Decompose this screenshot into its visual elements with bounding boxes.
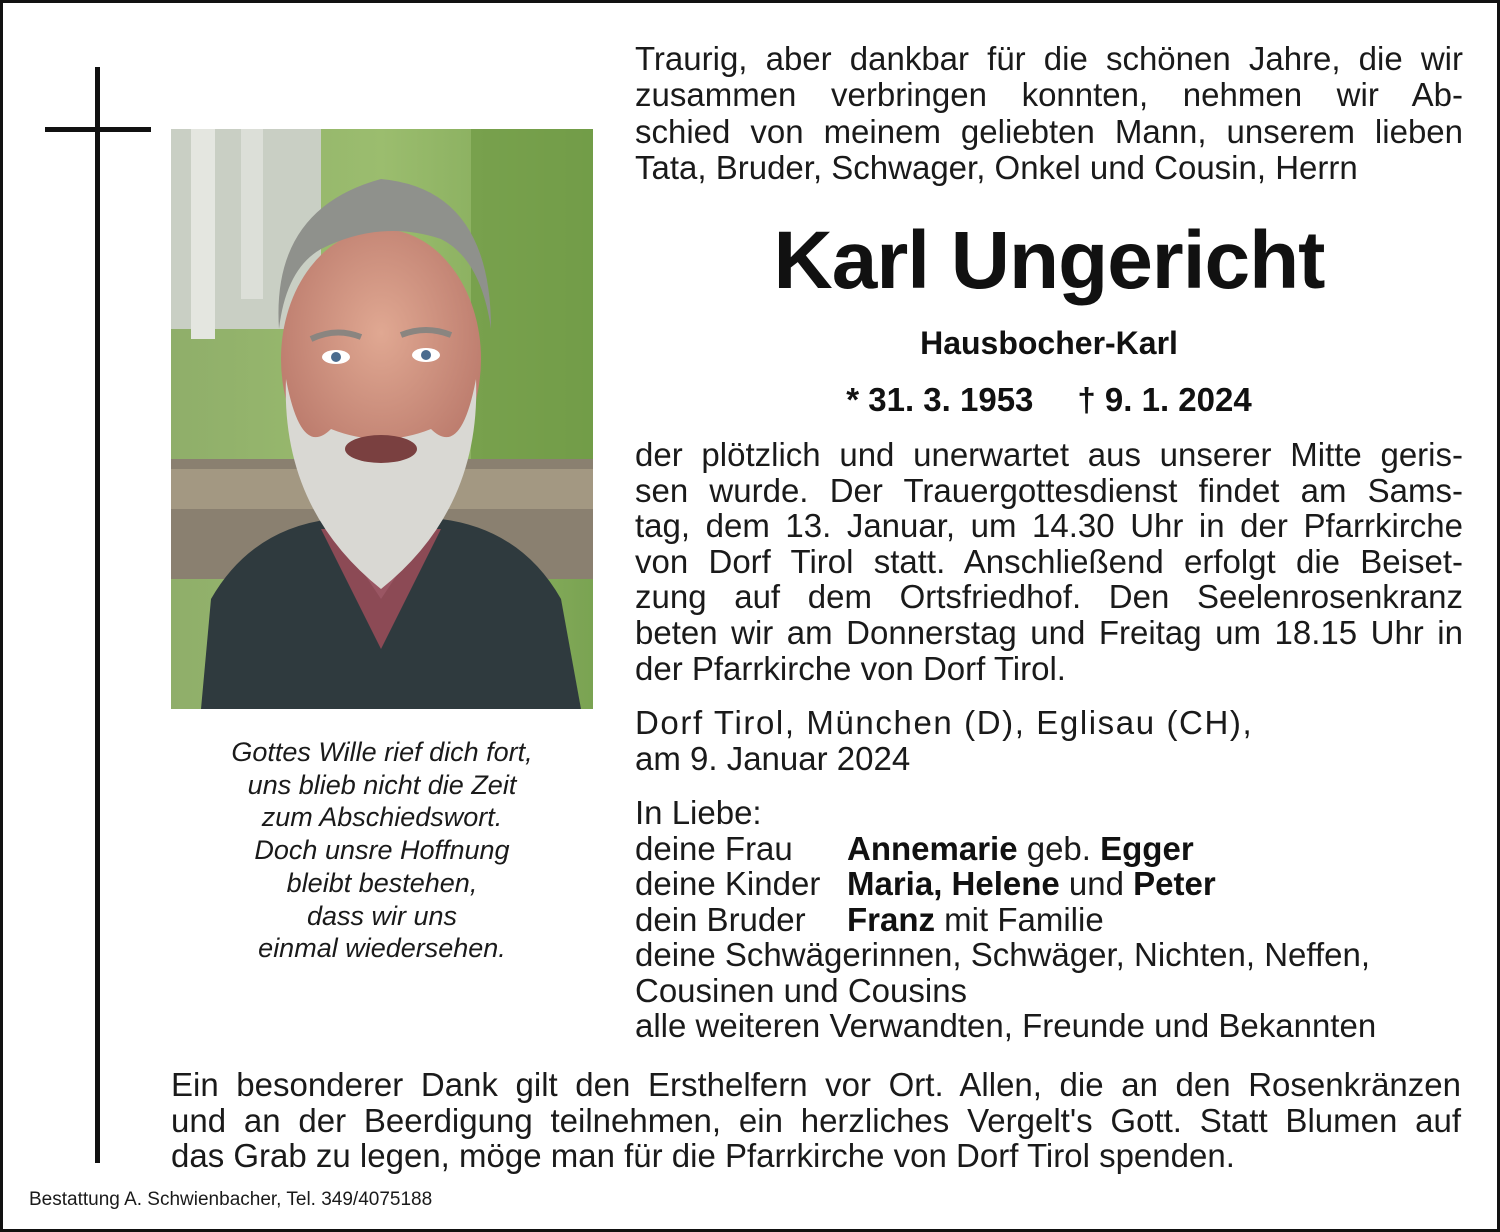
relative-name: Peter — [1133, 865, 1216, 902]
poem-line: bleibt bestehen, — [286, 867, 478, 898]
intro-line: zusammen verbringen konnten, nehmen wir Ab- — [635, 76, 1463, 114]
poem-line: Doch unsre Hoffnung — [254, 835, 510, 866]
role-label: dein Bruder — [635, 900, 806, 938]
family-row-wife — [635, 831, 1475, 867]
body-line: der Pfarrkirche von Dorf Tirol. — [635, 649, 1066, 687]
body-line: von Dorf Tirol statt. Anschließend erfolgt die Beiset- — [635, 542, 1463, 580]
family-list — [635, 795, 1475, 1044]
funeral-home-footer: Bestattung A. Schwienbacher, Tel. 349/4075188 — [29, 1189, 433, 1210]
cross-horizontal-bar — [45, 127, 151, 132]
connector: mit Familie — [935, 900, 1104, 938]
relative-name: Franz — [847, 900, 936, 938]
connector: und — [1059, 865, 1134, 902]
family-row-inlaws: deine Schwägerinnen, Schwäger, Nichten, Neffen, — [635, 936, 1371, 973]
family-row-others: alle weiteren Verwandten, Freunde und Bekannten — [635, 1007, 1377, 1044]
poem-line: dass wir uns — [306, 900, 458, 931]
death-date: † 9. 1. 2024 — [1077, 381, 1252, 418]
poem-line: Gottes Wille rief dich fort, — [231, 737, 533, 767]
intro-line: schied von meinem geliebten Mann, unserem lieben — [635, 112, 1463, 150]
role-label: deine Frau — [635, 829, 793, 867]
relative-name: Maria, Helene — [847, 865, 1060, 902]
intro-line: Traurig, aber dankbar für die schönen Jahre, die wir — [635, 40, 1463, 77]
place-line: Dorf Tirol, München (D), Eglisau (CH), — [635, 704, 1254, 741]
poem — [171, 736, 593, 965]
intro-line: Tata, Bruder, Schwager, Onkel und Cousin, Herrn — [635, 149, 1358, 187]
in-liebe-heading: In Liebe: — [635, 794, 762, 831]
date-line: am 9. Januar 2024 — [635, 740, 911, 777]
intro-text — [635, 41, 1463, 187]
life-dates — [635, 381, 1463, 419]
body-line: der plötzlich und unerwartet aus unserer Mitte geris- — [635, 436, 1463, 473]
connector: geb. — [1017, 829, 1101, 867]
thanks-text — [171, 1067, 1461, 1174]
birth-date: * 31. 3. 1953 — [846, 381, 1034, 418]
thanks-line: Ein besonderer Dank gilt den Ersthelfern vor Ort. Allen, die an den Rosenkränzen — [171, 1066, 1461, 1103]
body-line: zung auf dem Ortsfriedhof. Den Seelenrosenkranz — [635, 578, 1463, 616]
place-date — [635, 705, 1463, 777]
service-info — [635, 437, 1463, 686]
body-line: beten wir am Donnerstag und Freitag um 18.15 Uhr in — [635, 613, 1463, 651]
family-row-brother — [635, 902, 1475, 938]
family-row-cousins: Cousinen und Cousins — [635, 971, 968, 1009]
body-line: tag, dem 13. Januar, um 14.30 Uhr in der Pfarrkirche — [635, 507, 1463, 545]
role-label: deine Kinder — [635, 865, 821, 902]
thanks-line: und an der Beerdigung teilnehmen, ein herzliches Vergelt's Gott. Statt Blumen auf — [171, 1101, 1461, 1139]
family-row-children — [635, 866, 1475, 902]
relative-name: Annemarie — [847, 829, 1018, 867]
deceased-nickname: Hausbocher-Karl — [920, 325, 1178, 361]
portrait-photo — [171, 129, 593, 709]
cross-vertical-bar — [95, 67, 100, 1163]
deceased-name: Karl Ungericht — [773, 215, 1325, 306]
relative-name: Egger — [1100, 829, 1194, 867]
thanks-line: das Grab zu legen, möge man für die Pfarrkirche von Dorf Tirol spenden. — [171, 1137, 1235, 1175]
body-line: sen wurde. Der Trauergottesdienst findet am Sams- — [635, 471, 1463, 509]
poem-line: uns blieb nicht die Zeit — [247, 769, 517, 800]
poem-line: zum Abschiedswort. — [261, 802, 503, 833]
poem-line: einmal wiedersehen. — [258, 933, 506, 964]
